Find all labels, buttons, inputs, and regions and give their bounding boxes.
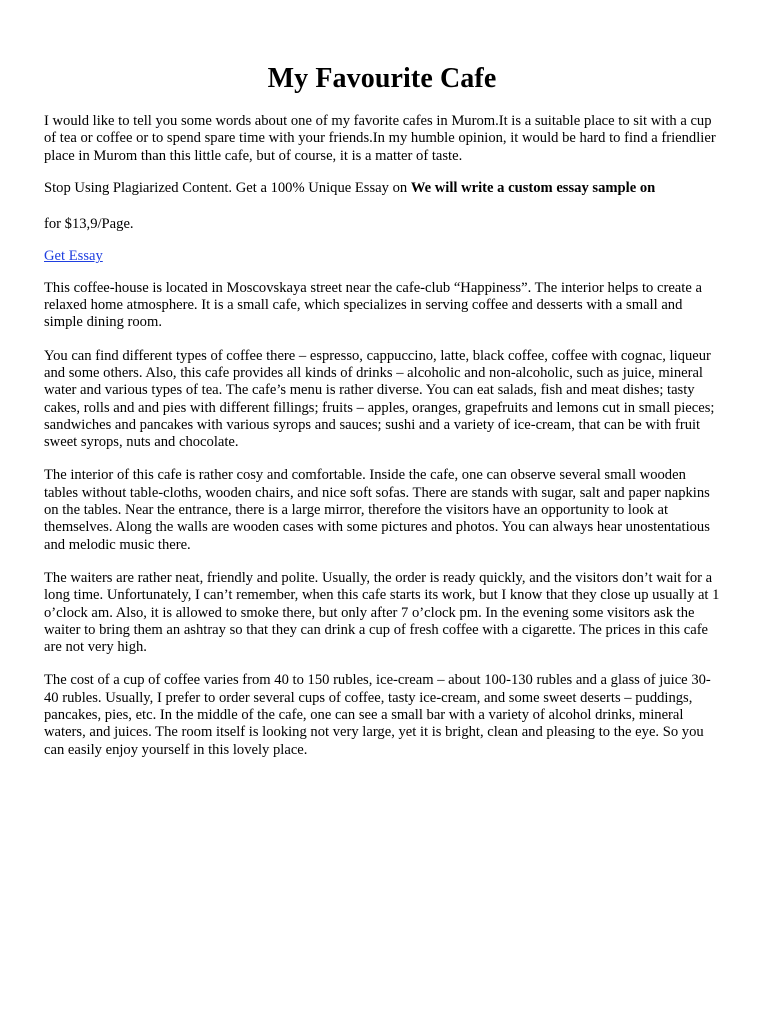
document-page bbox=[44, 0, 720, 759]
body-paragraph-5: The cost of a cup of coffee varies from 40 to 150 rubles, ice-cream – about 100-130 rubles and a glass of juice 30-40 rubles. Usually, I prefer to order several cups of coffee, tasty ice-cream, and some sweet deserts – puddings, pancakes, pies, etc. In the middle of the cafe, one can see a small bar with a variety of alcohol drinks, mineral waters, and juices. The room itself is looking not very large, yet it is bright, clean and pleasing to the eye. So you can easily enjoy yourself in this lovely place. bbox=[44, 672, 711, 758]
promo-lead-text: Stop Using Plagiarized Content. Get a 100% Unique Essay on bbox=[44, 179, 411, 196]
body-paragraph-4: The waiters are rather neat, friendly and polite. Usually, the order is ready quickly, and the visitors don’t wait for a long time. Unfortunately, I can’t remember, when this cafe starts its work, but I know that they close up usually at 1 o’clock am. Also, it is allowed to smoke there, but only after 7 o’clock pm. In the evening some visitors ask the waiter to bring them an ashtray so that they can drink a cup of fresh coffee with a cigarette. The prices in this cafe are not very high. bbox=[44, 569, 720, 656]
promo-price: for $13,9/Page. bbox=[44, 216, 134, 233]
page-title: My Favourite Cafe bbox=[267, 63, 497, 94]
body-paragraph-2: You can find different types of coffee there – espresso, cappuccino, latte, black coffee, coffee with cognac, liqueur and some others. Also, this cafe provides all kinds of drinks – alcoholic and non-alcoholic, such as juice, mineral water and various types of tea. The cafe’s menu is rather diverse. You can eat salads, fish and meat dishes; tasty cakes, rolls and and pies with different fillings; fruits – apples, oranges, grapefruits and lemons cut in small pieces; sandwiches and pancakes with various syrops and sauces; sushi and a variety of ice-cream, that can be with fruit sweet syrops, nuts and chocolate. bbox=[44, 347, 715, 451]
intro-paragraph: I would like to tell you some words about one of my favorite cafes in Murom.It is a suitable place to sit with a cup of tea or coffee or to spend spare time with your friends.In my humble opinion, it would be hard to find a friendlier place in Murom than this little cafe, but of course, it is a matter of taste. bbox=[44, 113, 716, 164]
body-paragraph-1: This coffee-house is located in Moscovskaya street near the cafe-club “Happiness”. The interior helps to create a relaxed home atmosphere. It is a small cafe, which specializes in serving coffee and desserts with a small and simple dining room. bbox=[44, 279, 702, 331]
get-essay-row bbox=[44, 248, 720, 265]
promo-line bbox=[44, 180, 720, 197]
promo-bold-text: We will write a custom essay sample on bbox=[410, 179, 656, 196]
get-essay-link[interactable]: Get Essay bbox=[44, 248, 103, 265]
body-paragraph-3: The interior of this cafe is rather cosy and comfortable. Inside the cafe, one can observe several small wooden tables without table-cloths, wooden chairs, and nice soft sofas. There are stands with sugar, salt and paper napkins on the tables. Near the entrance, there is a large mirror, therefore the visitors have an opportunity to look at themselves. Along the walls are wooden cases with some pictures and photos. You can always hear unostentatious and melodic music there. bbox=[44, 467, 710, 553]
